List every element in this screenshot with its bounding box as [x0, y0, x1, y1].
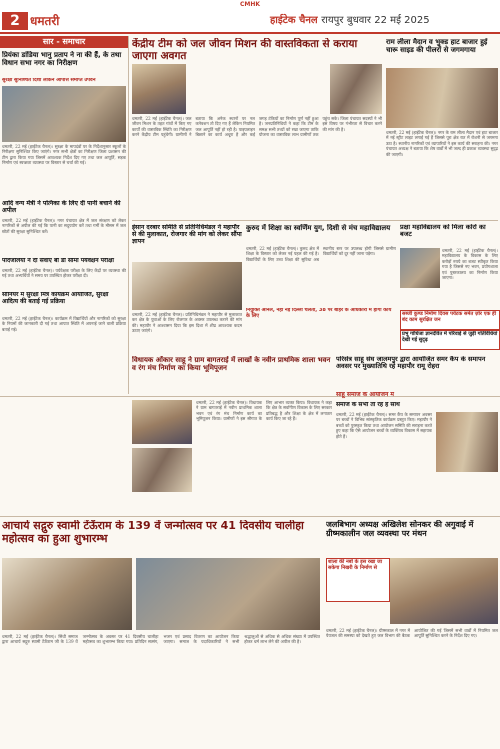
mid-center-headline: कुरुद में शिक्षा का स्वर्णिम युग, दिशी से मंच महाविद्यालय	[246, 224, 391, 232]
education-photo-2	[132, 448, 192, 492]
mid-left-headline: इंसान दरबार समिति से प्रतिनिधिमंडल ने महापौर से की मुलाकात, रोजगार की मांग को लेकर सौंपा ज्ञापन	[132, 224, 242, 246]
camp-kicker: साहू समाज के आयोजन में	[336, 392, 394, 398]
education-body: धमतरी, 22 मई (हाईटेक चैनल)। विधायक ने ग्राम बागतराई में नवीन प्राथमिक शाला भवन एवं रंग मंच निर्माण कार्य का भूमिपूजन किया। ग्रामीणों ने इस सौगात के लिए आभार व्यक्त किया। विधायक ने कहा कि क्षेत्र के सर्वांगीण विकास के लिए सरकार प्रतिबद्ध है और शिक्षा के क्षेत्र में लगातार कार्य किए जा रहे हैं।	[196, 400, 332, 422]
camp-headline: परिसेत्र साहू संघ जालमपुर द्वारा आयोजित समर कैंप के समापन अवसर पर मुख्यातिथि रहे महापौर रामू रोहरा	[336, 356, 486, 371]
left-story4-headline: सीनियर में सुरक्षा मित्र कार्यक्रम आयोजित, सुरक्षा आदित्य की बताई गई प्रक्रिया	[2, 292, 109, 305]
bottom-right-body: धमतरी, 22 मई (हाईटेक चैनल)। ग्रीष्मकाल में नगर में पेयजल की समस्या को देखते हुए जल विभाग की बैठक आयोजित की गई जिसमें सभी वार्डों में नियमित जल आपूर्ति सुनिश्चित करने के निर्देश दिए गए।	[326, 628, 498, 639]
mid-center-sub: नियुक्ति अनिल, नहीं नई दिल्ली चलती, 38 पर बाहर के अधिकारों में होगा कार्य के लिए	[246, 308, 392, 319]
mid-right-body: धमतरी, 22 मई (हाईटेक चैनल)। महाविद्यालय के विकास के लिए करोड़ों रुपये का बजट स्वीकृत किया गया है जिससे नए भवन, प्रयोगशाला एवं पुस्तकालय का निर्माण किया जाएगा।	[442, 248, 498, 281]
top-brand: CMHK	[0, 0, 500, 10]
page-number: 2	[2, 12, 28, 30]
bottom-left-photo-2	[136, 558, 320, 630]
bottom-left-photo	[2, 558, 132, 630]
divider-3	[0, 516, 500, 517]
left-story1-headline: प्रियंका डांडिया भानु प्रताप ने ना की हैं, के तथा विधान सभा नगर का निरीक्षण	[2, 51, 122, 68]
right-top-headline: राम लीला मैदान व भुक्ड हाट बाजार हुई चारू साइड की पीलरों से जगमगाया	[386, 38, 488, 55]
camp-body: धमतरी, 22 मई (हाईटेक चैनल)। समर कैंप के समापन अवसर पर बच्चों ने विभिन्न सांस्कृतिक कार्यक्रम प्रस्तुत किए। महापौर ने बच्चों को पुरस्कृत किया तथा आयोजन समिति की सराहना करते हुए कहा कि ऐसे आयोजन बच्चों के व्यक्तित्व विकास में सहायक होते हैं।	[336, 412, 432, 439]
left-column	[0, 36, 129, 394]
bottom-right-box: शाला की नबों के इस रखा जा सकेगा निखरी के निर्माण से	[326, 558, 390, 602]
mid-left-photo	[132, 262, 242, 310]
left-story2-headline: आदि वन्य मेंत्री ने पत्निका के लिए दी पानी बचाने की अपील	[2, 200, 121, 215]
masthead-name: हाईटेक चैनल	[270, 15, 318, 26]
masthead	[270, 13, 500, 29]
masthead-city: रायपुर	[321, 15, 344, 26]
divider	[132, 220, 498, 221]
left-story1-body: धमतरी, 22 मई (हाईटेक चैनल)। सुरक्षा के मापदंडों पर के निर्देशानुसार स्कूलों के निरीक्षण सुनिश्चित किए जाएंगे। नगर सभी क्षेत्रों का निरीक्षण जिला प्रशासन की टीम द्वारा किया गया जिसमें आवश्यक निर्देश दिए गए तथा जल आपूर्ति, सड़क निर्माण एवं स्वच्छता व्यवस्था पर विस्तार से चर्चा की गई।	[2, 144, 126, 166]
lead-body: धमतरी, 22 मई (हाईटेक चैनल)। जल जीवन मिशन के तहत गांवों में किए गए कार्यों की वास्तविक स्थिति का निरीक्षण करने केंद्रीय टीम पहुंचेगी। ग्रामीणों ने बताया कि अनेक स्थानों पर नल कनेक्शन तो दिए गए हैं लेकिन नियमित जल आपूर्ति नहीं हो रही है। पाइपलाइन बिछाने का कार्य अधूरा है और कई जगह टंकियों का निर्माण पूर्ण नहीं हुआ है। जनप्रतिनिधियों ने कहा कि टीम के समक्ष सभी तथ्यों को रखा जाएगा ताकि योजना का वास्तविक लाभ ग्रामीणों तक पहुंच सके। जिला पंचायत सदस्यों ने भी इस विषय पर गंभीरता से विचार करने की मांग की है।	[132, 116, 382, 138]
left-kicker: सार - समाचार	[0, 36, 128, 48]
left-story1-subhead: सुरक्षा सुनिश्चित दिशा लेकिन आपत्ति समाप्त उपवन	[2, 78, 96, 83]
right-top-photo	[386, 68, 498, 128]
lead-photo-2	[330, 64, 382, 114]
left-story4-body: धमतरी, 22 मई (हाईटेक चैनल)। कार्यक्रम में विद्यार्थियों और नागरिकों को सुरक्षा के नियमों की जानकारी दी गई तथा आपात स्थिति में अपनाई जाने वाली प्रक्रिया बताई गई।	[2, 316, 126, 332]
education-headline: विधायक ओंकार साहू ने ग्राम बागतराई में लाखों के नवीन प्राथमिक शाला भवन व रंग मंच निर्माण का किया भूमिपूजन	[132, 356, 331, 373]
masthead-date: बुधवार 22 मई 2025	[346, 15, 430, 26]
mid-right-box1: सब्जी कुण्ड निर्माण दिवस पर्यटक समेत ज़ोर एक ही बंद काम सुरक्षित जन	[400, 310, 500, 330]
bottom-right-photo	[390, 558, 498, 624]
camp-sub: समाज के सभी तो रहे हैं साथ	[336, 402, 400, 408]
left-story3-body: धमतरी, 22 मई (हाईटेक चैनल)। पर्यवेक्षक परीक्षा के लिए केंद्रों पर व्यवस्था की गई तथा अभ्यर्थियों ने समय पर उपस्थित होकर परीक्षा दी।	[2, 268, 126, 279]
camp-photo	[436, 412, 498, 472]
left-story1-photo	[2, 86, 126, 142]
right-top-body: धमतरी, 22 मई (हाईटेक चैनल)। नगर के राम लीला मैदान एवं हाट बाजार में नई स्ट्रीट लाइट लगाई गई हैं जिससे पूरा क्षेत्र रात में रोशनी से जगमगा उठा है। स्थानीय नागरिकों एवं व्यापारियों ने इस कार्य की सराहना की। नगर पंचायत अध्यक्ष ने बताया कि शेष वार्डों में भी जल्द ही प्रकाश व्यवस्था सुदृढ़ की जाएगी।	[386, 130, 498, 157]
mid-left-body: धमतरी, 22 मई (हाईटेक चैनल)। प्रतिनिधिमंडल ने महापौर से मुलाकात कर क्षेत्र के युवाओं के लिए रोजगार के अवसर उपलब्ध कराने की मांग की। महापौर ने आश्वासन दिया कि इस दिशा में शीघ्र आवश्यक कदम उठाए जाएंगे।	[132, 312, 242, 334]
left-story2-body: धमतरी, 22 मई (हाईटेक चैनल)। नगर पंचायत क्षेत्र में जल संरक्षण को लेकर नागरिकों से अपील की गई कि पानी का सदुपयोग करें तथा गर्मी के मौसम में जल स्रोतों की सुरक्षा सुनिश्चित करें।	[2, 218, 126, 234]
left-story3-headline: पदिंजलियों ने दी सेवाएं बी डी सीमा पर्यवेक्षन परीक्षा	[2, 258, 114, 264]
bottom-left-headline: आचार्य सद्गुरु स्वामी टेंऊँराम के 139 वें जन्मोत्सव पर 41 दिवसीय चालीहा महोत्सव का हुआ शुभारम्भ	[2, 520, 304, 545]
mid-right-photo	[400, 248, 440, 288]
bottom-right-headline: जलबिभाग अध्यक्ष अखिलेश सोनकर की अगुवाई में ग्रीष्मकालीन जल व्यवस्था पर मंथन	[326, 520, 474, 539]
education-photo	[132, 400, 192, 444]
bottom-left-body: धमतरी, 22 मई (हाईटेक चैनल)। सिंधी समाज द्वारा आचार्य सद्गुरु स्वामी टेंऊँराम जी के 139 वें जन्मोत्सव के अवसर पर 41 दिवसीय चालीहा महोत्सव का शुभारम्भ किया गया। प्रतिदिन सत्संग, भजन एवं प्रसाद वितरण का आयोजन किया जाएगा। समाज के पदाधिकारियों ने सभी श्रद्धालुओं से अधिक से अधिक संख्या में उपस्थित होकर धर्म लाभ लेने की अपील की है।	[2, 634, 320, 645]
section-name: धमतरी	[30, 14, 60, 28]
mid-right-box2: प्रभु गांधिजा ज्ञानदेवित में परिवाई से जुड़ी गतिविधियां देखी गई सुदृढ़	[400, 330, 500, 350]
lead-photo	[132, 64, 186, 114]
mid-right-headline: प्रक्षा महाविद्यालय को मिला कोरों का बजट	[400, 224, 486, 239]
mid-center-body: धमतरी, 22 मई (हाईटेक चैनल)। कुरुद क्षेत्र में शिक्षा के विस्तार को लेकर नई पहल की गई है। विद्यार्थियों के लिए उच्च शिक्षा की सुविधा अब स्थानीय स्तर पर उपलब्ध होगी जिससे ग्रामीण विद्यार्थियों को दूर नहीं जाना पड़ेगा।	[246, 246, 396, 262]
lead-headline: केंद्रीय टीम को जल जीवन मिशन की वास्तविकता से कराया जाएगा अवगत	[132, 38, 358, 62]
